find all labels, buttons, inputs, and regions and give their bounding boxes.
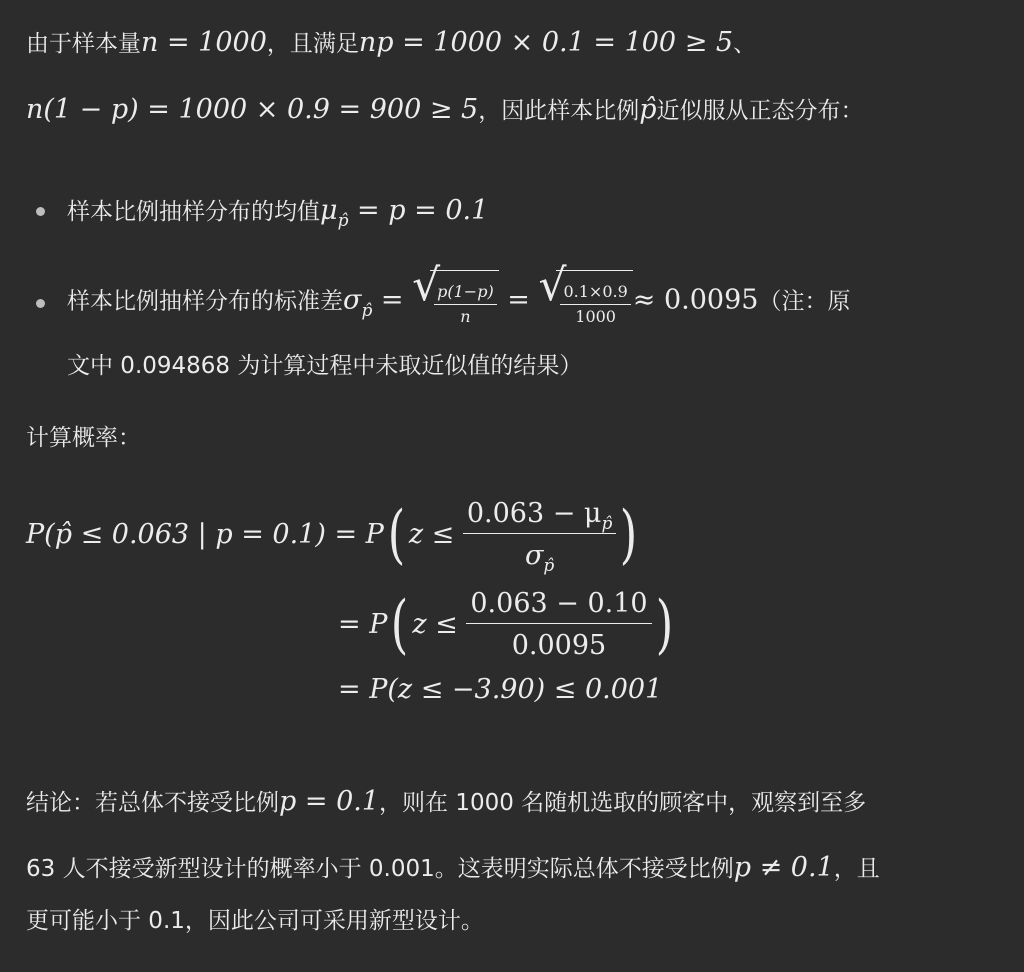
math-mu: μ [320,195,338,226]
calc-label-text: 计算概率： [26,425,141,451]
intro-text: ，且满足 [266,31,359,57]
conclusion-line-1: 结论：若总体不接受比例p = 0.1，则在 1000 名随机选取的顾客中，观察到至多 [26,786,867,817]
fraction: $\frac{0.1\times 0.9}{1000}$ [560,282,630,327]
math-sub: p̂ [361,300,373,321]
bullet-text: 样本比例抽样分布的标准差 [67,288,343,315]
bullet-mean [67,195,488,230]
bullet-text: 样本比例抽样分布的均值 [67,199,320,225]
fraction: $\frac{0.063 - 0.10}{0.0095}$ [466,588,651,661]
note-text: 文中 0.094868 为计算过程中未取近似值的结果） [67,353,583,379]
equation-row-3: = P(z ≤ −3.90) ≤ 0.001 [338,674,663,705]
math-p-hat: p̂ [639,94,657,125]
bullet-dot [36,207,45,216]
intro-line-1 [26,27,756,60]
intro-text: 近似服从正态分布： [656,98,864,124]
math-sigma: σ [343,284,362,316]
sqrt-1: √ $\frac{p(1-p)}{n}$ [412,270,499,334]
equation-row-2: = P( z ≤ $\frac{0.063 - 0.10}{0.0095}$ ) [338,587,673,662]
intro-text: ，因此样本比例 [478,98,640,124]
intro-text: 、 [733,31,757,57]
math-np: np = 1000 × 0.1 = 100 ≥ 5 [358,27,734,58]
calc-label [26,422,141,454]
note-text: （注：原 [758,288,851,315]
fraction: $\frac{p(1-p)}{n}$ [434,282,497,327]
math-n-one-minus-p: n(1 − p) = 1000 × 0.9 = 900 ≥ 5 [26,94,479,125]
bullet-std: 样本比例抽样分布的标准差$\sigma_{p̂}$ = √ $\frac{p(1-p)}{n}$ = √ $\frac{0.1\times 0.9}{1000}$ ≈ 0.0095（注：原 [67,270,850,334]
conclusion-line-2: 63 人不接受新型设计的概率小于 0.001。这表明实际总体不接受比例p ≠ 0.1，且 [26,852,880,883]
math-approx: ≈ 0.0095 [632,284,759,316]
fraction: $\frac{0.063 - \mu_{p̂}}{\sigma_{p̂}}$ [463,498,617,571]
bullet-std-note [67,350,582,382]
math-n-equals: n = 1000 [141,27,267,58]
equation-row-1: P(p̂ ≤ 0.063 | p = 0.1) = P( z ≤ $\frac{0.063 - \mu_{p̂}}{\sigma_{p̂}}$ ) [26,497,638,576]
math-sub: p̂ [337,211,349,231]
sqrt-2: √ $\frac{0.1\times 0.9}{1000}$ [538,270,632,334]
conclusion-line-3: 更可能小于 0.1，因此公司可采用新型设计。 [26,908,484,934]
intro-text: 由于样本量 [26,31,141,57]
intro-line-2 [26,94,864,127]
math-mean-value: = p = 0.1 [348,195,489,226]
bullet-dot [36,299,45,308]
probability-equation [26,498,826,718]
